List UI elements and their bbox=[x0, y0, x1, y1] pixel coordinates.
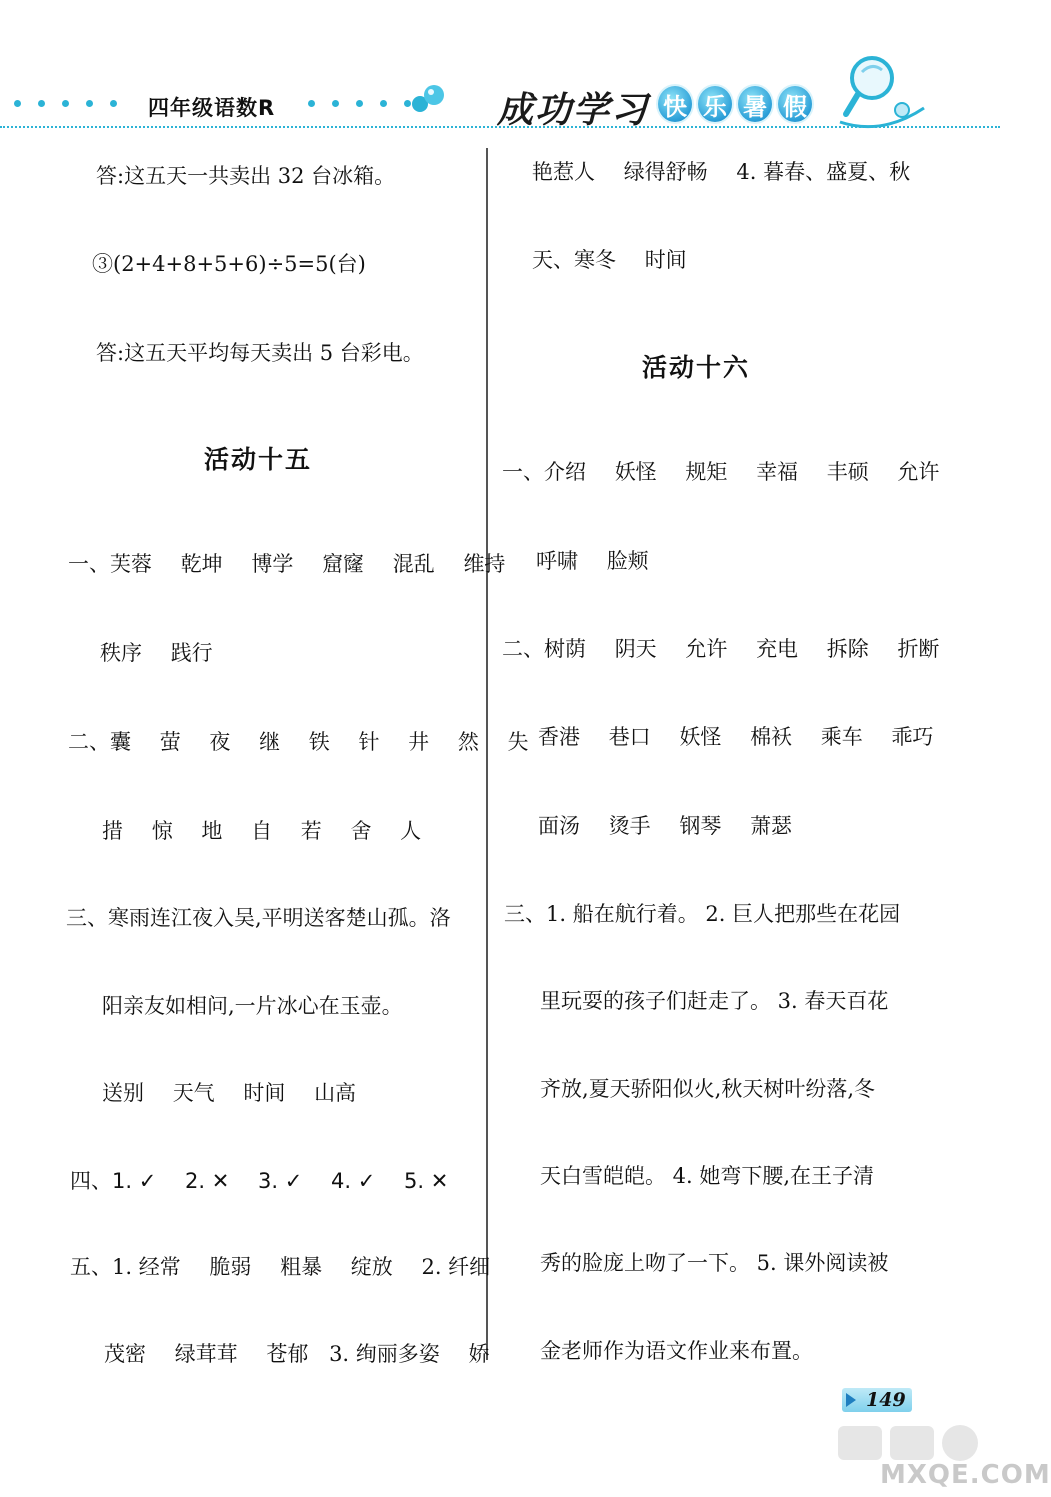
answer-line bbox=[68, 548, 505, 578]
word: 钢琴 bbox=[679, 814, 722, 838]
word: 措 bbox=[102, 819, 123, 843]
judgement-item: 5. ✕ bbox=[404, 1169, 449, 1193]
answer-line: 答:这五天一共卖出 32 台冰箱。 bbox=[96, 164, 396, 188]
word: 时间 bbox=[644, 248, 687, 272]
word: 维持 bbox=[463, 552, 506, 576]
word: 巷口 bbox=[608, 725, 651, 749]
answer-line bbox=[68, 726, 529, 756]
word: 茂密 bbox=[104, 1342, 146, 1366]
answer-line bbox=[70, 1251, 490, 1281]
word: 然 bbox=[457, 730, 479, 754]
word: 2. 纤细 bbox=[421, 1255, 491, 1279]
word: 妖怪 bbox=[679, 725, 722, 749]
word: 烫手 bbox=[608, 814, 651, 838]
word: 乖巧 bbox=[891, 725, 934, 749]
word: 天气 bbox=[172, 1081, 215, 1105]
word: 若 bbox=[300, 819, 322, 843]
happy-summer-badge bbox=[656, 84, 814, 124]
word: 3. 绚丽多姿 bbox=[329, 1342, 440, 1366]
section-heading: 活动十六 bbox=[642, 353, 751, 382]
word: 苍郁 bbox=[266, 1342, 309, 1366]
word: 丰硕 bbox=[826, 460, 869, 484]
happy-char: 假 bbox=[776, 84, 814, 124]
word: 允许 bbox=[897, 460, 940, 484]
answer-line bbox=[538, 721, 933, 751]
answer-line bbox=[100, 637, 213, 667]
word: 脆弱 bbox=[209, 1255, 252, 1279]
answer-line bbox=[502, 633, 939, 663]
answer-line: 阳亲友如相问,一片冰心在玉壶。 bbox=[102, 994, 403, 1018]
judgement-item: 3. ✓ bbox=[258, 1169, 303, 1193]
answer-line bbox=[102, 815, 421, 845]
word: 乘车 bbox=[820, 725, 863, 749]
judgement-item: 2. ✕ bbox=[185, 1169, 230, 1193]
word: 面汤 bbox=[538, 814, 580, 838]
word: 香港 bbox=[538, 725, 580, 749]
answer-line bbox=[532, 244, 687, 274]
word: 4. 暮春、盛夏、秋 bbox=[736, 160, 911, 184]
magnifier-mascot-icon bbox=[832, 52, 932, 132]
happy-char: 快 bbox=[656, 84, 694, 124]
judgement-item: 4. ✓ bbox=[331, 1169, 376, 1193]
word: 混乱 bbox=[392, 552, 435, 576]
word: 失 bbox=[507, 730, 529, 754]
header-rule bbox=[0, 126, 1000, 128]
word: 窟窿 bbox=[322, 552, 365, 576]
equation-line: ③(2+4+8+5+6)÷5=5(台) bbox=[92, 252, 366, 276]
word: 拆除 bbox=[826, 637, 869, 661]
word: 二、树荫 bbox=[502, 637, 586, 661]
word: 山高 bbox=[314, 1081, 357, 1105]
answer-line bbox=[102, 1077, 356, 1107]
word: 夜 bbox=[209, 730, 231, 754]
answer-line: 三、寒雨连江夜入吴,平明送客楚山孤。洛 bbox=[66, 906, 451, 930]
answer-line: 金老师作为语文作业来布置。 bbox=[540, 1339, 813, 1363]
word: 人 bbox=[400, 819, 422, 843]
word: 井 bbox=[408, 730, 430, 754]
word: 棉袄 bbox=[750, 725, 793, 749]
answer-line bbox=[532, 156, 910, 186]
answer-line bbox=[536, 545, 649, 575]
word: 绽放 bbox=[350, 1255, 393, 1279]
page-number-badge bbox=[842, 1388, 912, 1412]
happy-char: 乐 bbox=[696, 84, 734, 124]
word: 折断 bbox=[897, 637, 940, 661]
word: 二、囊 bbox=[68, 730, 131, 754]
answer-line: 秀的脸庞上吻了一下。 5. 课外阅读被 bbox=[540, 1251, 889, 1275]
page-number: 149 bbox=[866, 1389, 906, 1411]
judgement-item: 四、1. ✓ bbox=[70, 1169, 157, 1193]
word: 一、芙蓉 bbox=[68, 552, 152, 576]
word: 铁 bbox=[308, 730, 330, 754]
word: 天、寒冬 bbox=[532, 248, 616, 272]
word: 针 bbox=[358, 730, 380, 754]
answer-line: 三、1. 船在航行着。 2. 巨人把那些在花园 bbox=[504, 902, 901, 926]
word: 允许 bbox=[685, 637, 728, 661]
word: 妖怪 bbox=[614, 460, 657, 484]
word: 惊 bbox=[151, 819, 173, 843]
grade-label: 四年级语数R bbox=[148, 96, 276, 120]
word: 践行 bbox=[170, 641, 213, 665]
bubbles-icon bbox=[408, 82, 448, 116]
word: 呼啸 bbox=[536, 549, 578, 573]
word: 规矩 bbox=[685, 460, 728, 484]
answer-line: 里玩耍的孩子们赶走了。 3. 春天百花 bbox=[540, 989, 889, 1013]
word: 博学 bbox=[251, 552, 294, 576]
answer-line bbox=[538, 810, 792, 840]
answer-line: 齐放,夏天骄阳似火,秋天树叶纷落,冬 bbox=[540, 1077, 876, 1101]
word: 娇 bbox=[468, 1342, 490, 1366]
word: 一、介绍 bbox=[502, 460, 586, 484]
word: 秩序 bbox=[100, 641, 142, 665]
page-header bbox=[0, 0, 1000, 140]
word: 舍 bbox=[350, 819, 372, 843]
word: 充电 bbox=[756, 637, 799, 661]
word: 脸颊 bbox=[606, 549, 649, 573]
answer-line bbox=[104, 1338, 489, 1368]
word: 五、1. 经常 bbox=[70, 1255, 181, 1279]
word: 绿得舒畅 bbox=[623, 160, 708, 184]
word: 萧瑟 bbox=[750, 814, 793, 838]
judgement-line bbox=[70, 1165, 448, 1195]
word: 阴天 bbox=[614, 637, 657, 661]
answer-line: 天白雪皑皑。 4. 她弯下腰,在王子清 bbox=[540, 1164, 875, 1188]
word: 地 bbox=[201, 819, 223, 843]
answer-line bbox=[502, 456, 939, 486]
section-heading: 活动十五 bbox=[204, 445, 313, 474]
word: 粗暴 bbox=[280, 1255, 323, 1279]
word: 乾坤 bbox=[180, 552, 223, 576]
brand-title: 成功学习 bbox=[497, 90, 650, 131]
word: 幸福 bbox=[756, 460, 799, 484]
word: 艳惹人 bbox=[532, 160, 595, 184]
word: 继 bbox=[259, 730, 281, 754]
happy-char: 暑 bbox=[736, 84, 774, 124]
answer-line: 答:这五天平均每天卖出 5 台彩电。 bbox=[96, 341, 424, 365]
word: 萤 bbox=[159, 730, 181, 754]
play-arrow-icon bbox=[846, 1393, 856, 1407]
word: 自 bbox=[251, 819, 273, 843]
word: 绿茸茸 bbox=[174, 1342, 238, 1366]
watermark-text: MXQE.COM bbox=[880, 1460, 1051, 1490]
decorative-dots-middle bbox=[308, 100, 411, 107]
word: 送别 bbox=[102, 1081, 144, 1105]
word: 时间 bbox=[243, 1081, 286, 1105]
decorative-dots-left bbox=[14, 100, 117, 107]
